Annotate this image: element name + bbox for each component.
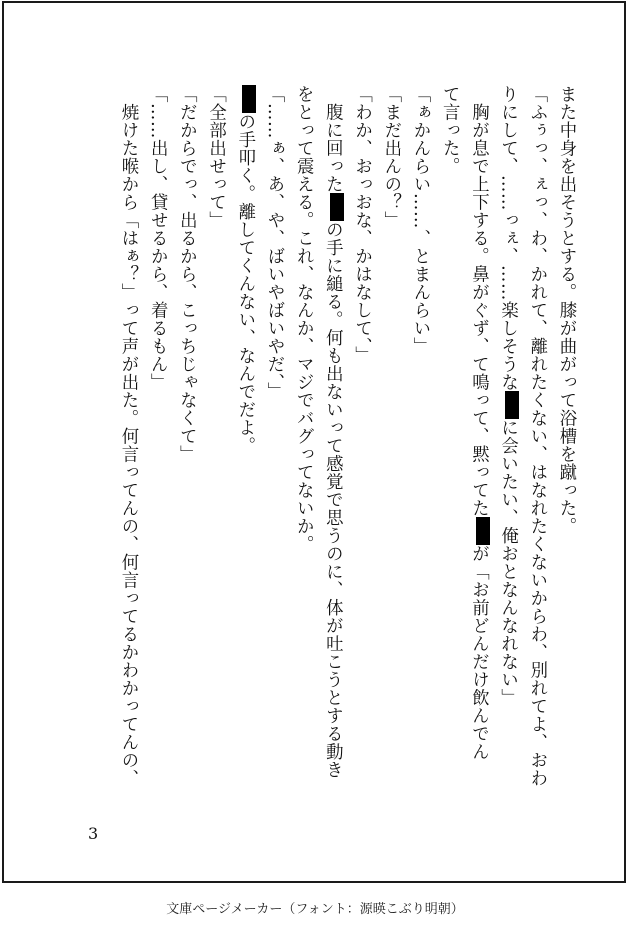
- text-segment: 「……ぁ、あ、や、ばいやばいやだ、」: [263, 85, 284, 401]
- text-line: [317, 85, 346, 795]
- redaction-block: [476, 517, 490, 545]
- redaction-block: [242, 85, 256, 113]
- text-segment: 「ふぅっ、ぇっ、わ、かれて、離れたくない、はなれたくないからわ、別れてよ、おわ: [526, 85, 547, 787]
- text-segment: の手叩く。離してくんない、なんでだよ。: [234, 112, 255, 455]
- text-segment: 「全部出せって」: [205, 85, 226, 229]
- text-segment: 「……出し、貸せるから、着るもん」: [147, 85, 168, 391]
- text-segment: に会いたい、俺おとなんなれない」: [497, 418, 518, 707]
- body-text: [113, 85, 580, 795]
- page-frame: [2, 1, 626, 883]
- text-line: [405, 85, 434, 795]
- text-line: [522, 85, 551, 795]
- text-line: [551, 85, 580, 795]
- text-segment: 「だからでっ、出るから、こっちじゃなくて」: [176, 85, 197, 463]
- text-segment: の手に縋る。何も出ないって感覚で思うのに、体が吐こうとする動き: [322, 220, 343, 779]
- text-segment: て言った。: [439, 85, 460, 175]
- page-number: 3: [88, 824, 99, 843]
- text-line: [171, 85, 200, 795]
- footer-credit: 文庫ページメーカー（フォント：源暎こぶり明朝）: [166, 902, 464, 917]
- text-segment: 「まだ出んの？」: [380, 85, 401, 229]
- text-segment: が「お前どんだけ飲んでん: [468, 544, 489, 761]
- text-segment: をとって震える。これ、なんか、マジでバグってないか。: [293, 85, 314, 553]
- text-line: [113, 85, 142, 795]
- text-segment: 胸が息で上下する。鼻がぐず、て鳴って、黙ってた: [468, 85, 489, 517]
- text-line: [463, 85, 492, 795]
- text-line: [492, 85, 521, 795]
- redaction-block: [505, 391, 519, 419]
- text-segment: 「ぁかんらい……、とまんらい」: [409, 85, 430, 355]
- text-segment: 焼けた喉から「はぁ？」って声が出た。何言ってんの、何言ってるかわかってんの、: [117, 85, 138, 787]
- text-line: [142, 85, 171, 795]
- text-line: [434, 85, 463, 795]
- text-line: [346, 85, 375, 795]
- text-line: [288, 85, 317, 795]
- text-line: [259, 85, 288, 795]
- text-line: [376, 85, 405, 795]
- text-segment: 腹に回った: [322, 85, 343, 193]
- text-line: [200, 85, 229, 795]
- text-segment: 「わか、おっおな、かはなして、」: [351, 85, 372, 365]
- text-line: [230, 85, 259, 795]
- redaction-block: [330, 193, 344, 221]
- text-segment: りにして、……っぇ、……楽しそうな: [497, 85, 518, 391]
- text-segment: また中身を出そうとする。膝が曲がって浴槽を蹴った。: [556, 85, 576, 535]
